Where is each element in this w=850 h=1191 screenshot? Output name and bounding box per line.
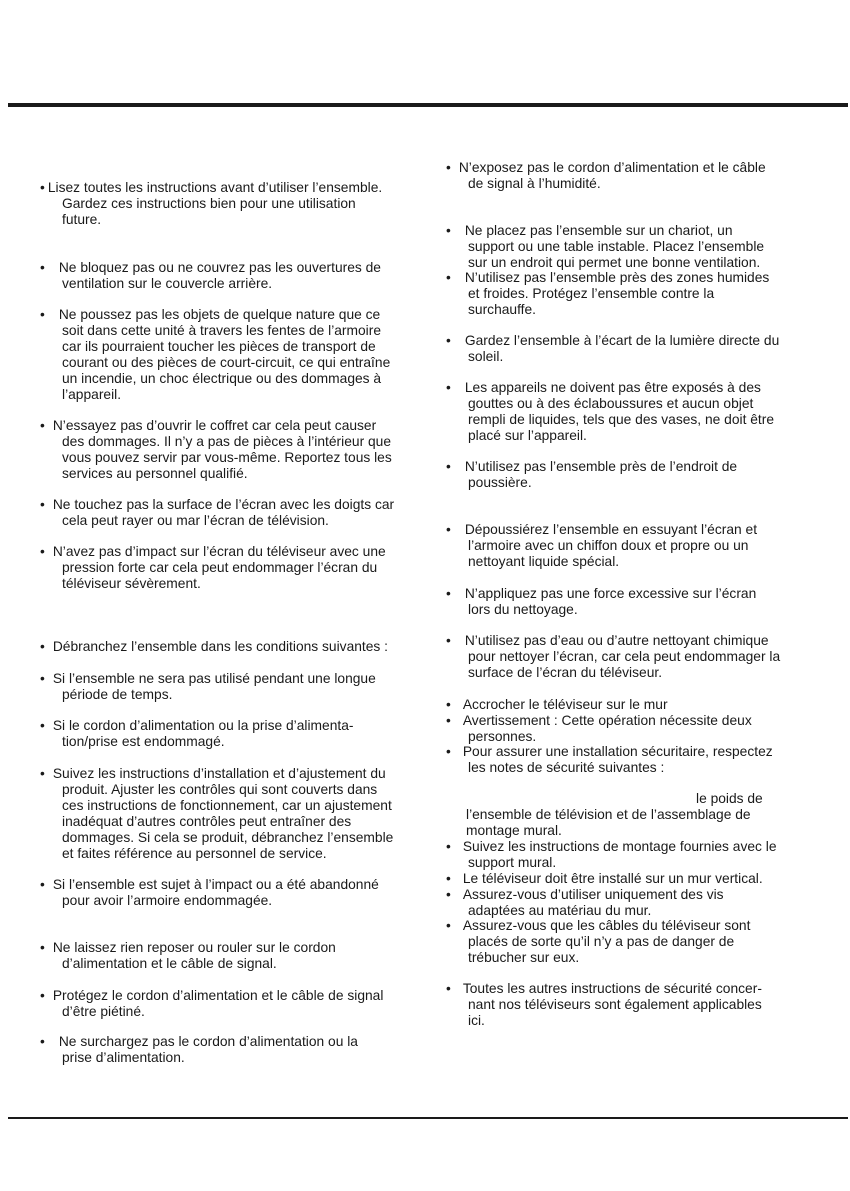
- list-item: [40, 877, 432, 909]
- list-item-text: les notes de sécurité suivantes :: [468, 760, 665, 775]
- list-item-text: N’appliquez pas une force excessive sur l’écran: [464, 586, 757, 601]
- list-item-text: future.: [62, 212, 102, 227]
- bullet-icon: •: [40, 260, 45, 275]
- bullet-icon: •: [40, 940, 45, 955]
- bullet-icon: •: [40, 1034, 45, 1049]
- list-item: [446, 918, 818, 966]
- list-item-text: tion/prise est endommagé.: [62, 734, 225, 749]
- list-item-text: pour avoir l’armoire endommagée.: [62, 893, 273, 908]
- list-item: [40, 671, 432, 703]
- bullet-icon: •: [446, 918, 451, 933]
- list-item-text: et faites référence au personnel de service.: [62, 846, 327, 861]
- list-item-text: Ne placez pas l’ensemble sur un chariot, un: [464, 223, 733, 238]
- list-item: [446, 887, 818, 919]
- list-item: [40, 940, 432, 972]
- list-item-text: nettoyant liquide spécial.: [468, 554, 620, 569]
- list-item-text: courant ou des pièces de court-circuit, ce qui entraîne: [62, 355, 391, 370]
- list-item-text: sur un endroit qui permet une bonne ventilation.: [468, 255, 761, 270]
- list-item: [446, 981, 818, 1029]
- list-item-text: adaptées au matériau du mur.: [468, 903, 652, 918]
- bullet-icon: •: [40, 418, 45, 433]
- list-item-text: téléviseur sévèrement.: [62, 576, 201, 591]
- list-item-text: un incendie, un choc électrique ou des dommages à: [62, 371, 382, 386]
- list-item: [40, 988, 432, 1020]
- list-item-text: N’utilisez pas l’ensemble près des zones humides: [464, 270, 770, 285]
- bullet-icon: •: [446, 160, 451, 175]
- list-item-text: services au personnel qualifié.: [62, 466, 248, 481]
- list-item-text: placé sur l’appareil.: [468, 428, 587, 443]
- list-item-text: Assurez-vous d’utiliser uniquement des vis: [462, 887, 724, 902]
- list-item-text: Avertissement : Cette opération nécessite deux: [462, 713, 752, 728]
- list-item: [40, 718, 432, 750]
- list-item-text: support ou une table instable. Placez l’ensemble: [468, 239, 765, 254]
- list-item: [446, 871, 818, 887]
- bullet-icon: •: [446, 459, 451, 474]
- bullet-icon: •: [446, 522, 451, 537]
- list-item-text: ici.: [468, 1013, 485, 1028]
- list-item: [40, 180, 432, 228]
- list-item-text: d’être piétiné.: [62, 1004, 145, 1019]
- list-item-text: Gardez ces instructions bien pour une utilisation: [62, 196, 356, 211]
- bullet-icon: •: [446, 633, 451, 648]
- bullet-icon: •: [40, 671, 45, 686]
- bullet-icon: •: [446, 333, 451, 348]
- bullet-icon: •: [40, 544, 45, 559]
- list-item: [446, 839, 818, 871]
- bullet-icon: •: [446, 380, 451, 395]
- bullet-icon: •: [446, 871, 451, 886]
- list-item-text: lors du nettoyage.: [468, 602, 578, 617]
- list-item-text: placés de sorte qu’il n’y a pas de danger de: [468, 934, 735, 949]
- list-item-text: pression forte car cela peut endommager l’écran du: [62, 560, 378, 575]
- list-item-text: pour nettoyer l’écran, car cela peut endommager la: [468, 649, 781, 664]
- bullet-icon: •: [40, 307, 45, 322]
- bullet-icon: •: [446, 744, 451, 759]
- list-item-text: car ils pourraient toucher les pièces de transport de: [62, 339, 376, 354]
- list-item-text: surchauffe.: [468, 302, 537, 317]
- list-item-text: d’alimentation et le câble de signal.: [62, 956, 277, 971]
- list-item: [446, 713, 818, 745]
- list-item-text: Gardez l’ensemble à l’écart de la lumière directe du: [464, 333, 780, 348]
- list-item-text: l’ensemble de télévision et de l’assemblage de: [466, 807, 751, 822]
- list-item-text: N’exposez pas le cordon d’alimentation et le câble: [458, 160, 766, 175]
- list-item-text: des dommages. Il n’y a pas de pièces à l’intérieur que: [62, 434, 392, 449]
- list-item-text: Le téléviseur doit être installé sur un mur vertical.: [462, 871, 763, 886]
- footer-rule: [8, 1117, 848, 1119]
- list-item-text: Accrocher le téléviseur sur le mur: [462, 697, 668, 712]
- list-item-text: N’utilisez pas d’eau ou d’autre nettoyant chimique: [464, 633, 769, 648]
- list-item-text: période de temps.: [62, 687, 173, 702]
- list-item-text: Ne surchargez pas le cordon d’alimentation ou la: [58, 1034, 358, 1049]
- list-item-text: Si le cordon d’alimentation ou la prise d’alimenta-: [52, 718, 354, 733]
- list-item-text: et froides. Protégez l’ensemble contre la: [468, 286, 715, 301]
- list-item: [446, 791, 818, 839]
- bullet-icon: •: [40, 639, 45, 654]
- bullet-icon: •: [446, 713, 451, 728]
- list-item-text: ventilation sur le couvercle arrière.: [62, 276, 273, 291]
- list-item-text: Ne laissez rien reposer ou rouler sur le cordon: [52, 940, 336, 955]
- bullet-icon: •: [446, 586, 451, 601]
- list-item-text: ces instructions de fonctionnement, car un ajustement: [62, 798, 392, 813]
- list-item: [446, 744, 818, 776]
- list-item-text: support mural.: [468, 855, 557, 870]
- bullet-icon: •: [40, 766, 45, 781]
- list-item-text: rempli de liquides, tels que des vases, ne doit être: [468, 412, 775, 427]
- list-item-text: personnes.: [468, 729, 537, 744]
- list-item-text: inadéquat d’autres contrôles peut entraîner des: [62, 814, 352, 829]
- list-item-text: N’essayez pas d’ouvrir le coffret car cela peut causer: [52, 418, 377, 433]
- bullet-icon: •: [40, 877, 45, 892]
- list-item-text: le poids de: [696, 791, 763, 806]
- list-item-text: Débranchez l’ensemble dans les conditions suivantes :: [52, 639, 388, 654]
- list-item-text: Ne touchez pas la surface de l’écran avec les doigts car: [52, 497, 395, 512]
- list-item: [40, 307, 432, 403]
- list-item: [446, 522, 818, 570]
- list-item-text: Ne poussez pas les objets de quelque nature que ce: [58, 307, 381, 322]
- list-item-text: Toutes les autres instructions de sécurité concer-: [462, 981, 762, 996]
- list-item-text: prise d’alimentation.: [62, 1050, 185, 1065]
- list-item-text: Pour assurer une installation sécuritaire, respectez: [462, 744, 773, 759]
- list-item: [446, 459, 818, 491]
- list-item: [40, 497, 432, 529]
- list-item: [40, 1034, 432, 1066]
- list-item: [446, 586, 818, 618]
- list-item-text: Ne bloquez pas ou ne couvrez pas les ouvertures de: [58, 260, 381, 275]
- list-item-text: soleil.: [468, 349, 504, 364]
- list-item: [40, 766, 432, 862]
- list-item-text: trébucher sur eux.: [468, 950, 580, 965]
- list-item-text: l’armoire avec un chiffon doux et propre ou un: [468, 538, 749, 553]
- list-item: [446, 223, 818, 271]
- bullet-icon: •: [40, 497, 45, 512]
- list-item-text: montage mural.: [466, 823, 562, 838]
- bullet-icon: •: [40, 180, 45, 195]
- list-item-text: de signal à l’humidité.: [468, 176, 601, 191]
- bullet-icon: •: [446, 223, 451, 238]
- list-item: [446, 633, 818, 681]
- list-item: [40, 260, 432, 292]
- list-item: [446, 270, 818, 318]
- list-item-text: dommages. Si cela se produit, débranchez l’ensemble: [62, 830, 394, 845]
- list-item-text: l’appareil.: [62, 387, 122, 402]
- list-item: [446, 380, 818, 444]
- list-item-text: Si l’ensemble ne sera pas utilisé pendant une longue: [52, 671, 376, 686]
- bullet-icon: •: [446, 697, 451, 712]
- list-item-text: cela peut rayer ou mar l’écran de télévision.: [62, 513, 329, 528]
- list-item-text: poussière.: [468, 475, 532, 490]
- list-item-text: surface de l’écran du téléviseur.: [468, 665, 663, 680]
- list-item-text: Assurez-vous que les câbles du téléviseur sont: [462, 918, 751, 933]
- bullet-icon: •: [446, 981, 451, 996]
- list-item-text: Dépoussiérez l’ensemble en essuyant l’écran et: [464, 522, 758, 537]
- bullet-icon: •: [40, 988, 45, 1003]
- list-item-text: vous pouvez servir par vous-même. Reportez tous les: [62, 450, 392, 465]
- list-item-text: produit. Ajuster les contrôles qui sont couverts dans: [62, 782, 378, 797]
- list-item-text: gouttes ou à des éclaboussures et aucun objet: [468, 396, 754, 411]
- list-item-text: N’avez pas d’impact sur l’écran du téléviseur avec une: [52, 544, 386, 559]
- bullet-icon: •: [446, 839, 451, 854]
- list-item-text: Les appareils ne doivent pas être exposés à des: [464, 380, 761, 395]
- list-item: [446, 333, 818, 365]
- list-item: [446, 697, 818, 713]
- list-item: [446, 160, 818, 192]
- list-item-text: Suivez les instructions d’installation et d’ajustement du: [52, 766, 386, 781]
- bullet-icon: •: [40, 718, 45, 733]
- header-rule: [8, 103, 848, 107]
- list-item-text: Lisez toutes les instructions avant d’utiliser l’ensemble.: [47, 180, 383, 195]
- list-item-text: N’utilisez pas l’ensemble près de l’endroit de: [464, 459, 738, 474]
- list-item-text: Suivez les instructions de montage fournies avec le: [462, 839, 777, 854]
- list-item-text: nant nos téléviseurs sont également applicables: [468, 997, 762, 1012]
- list-item: [40, 418, 432, 482]
- bullet-icon: •: [446, 887, 451, 902]
- list-item-text: Protégez le cordon d’alimentation et le câble de signal: [52, 988, 384, 1003]
- bullet-icon: •: [446, 270, 451, 285]
- list-item-text: Si l’ensemble est sujet à l’impact ou a été abandonné: [52, 877, 379, 892]
- list-item-text: soit dans cette unité à travers les fentes de l’armoire: [62, 323, 382, 338]
- list-item: [40, 544, 432, 592]
- list-item: [40, 639, 432, 655]
